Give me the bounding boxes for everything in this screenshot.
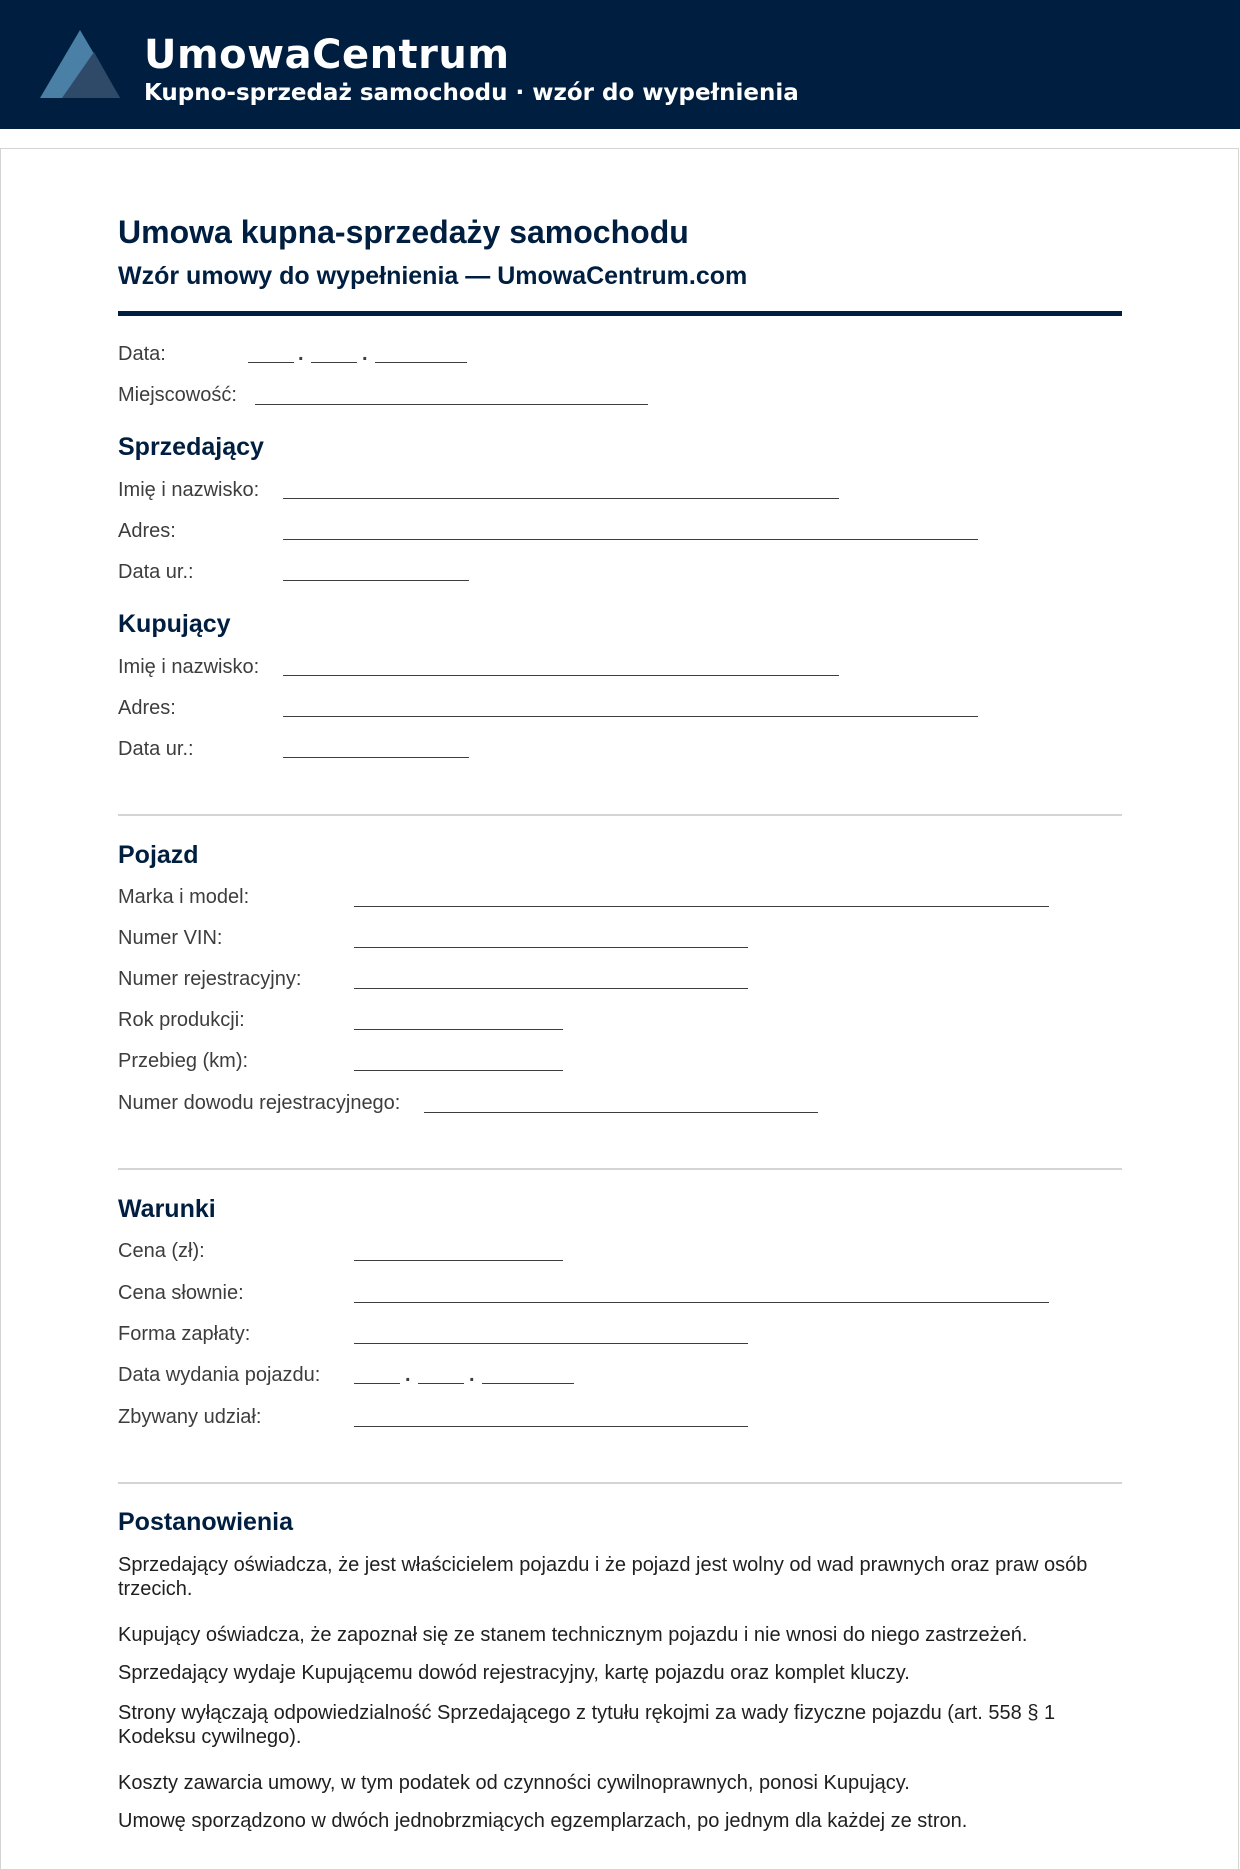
payment-field[interactable]: [354, 1343, 748, 1344]
terms-heading: Warunki: [118, 1195, 216, 1223]
buyer-name-label: Imię i nazwisko:: [118, 656, 260, 678]
section-divider: [118, 814, 1122, 816]
vehicle-mileage-field[interactable]: [354, 1070, 563, 1071]
vehicle-year-field[interactable]: [354, 1029, 563, 1030]
vehicle-doc-field[interactable]: [424, 1112, 818, 1113]
provision-clause: Kupujący oświadcza, że zapoznał się ze stanem technicznym pojazdu i nie wnosi do niego zastrzeżeń.: [118, 1624, 1028, 1646]
price-label: Cena (zł):: [118, 1240, 205, 1262]
handover-day-field[interactable]: [354, 1383, 400, 1384]
date-year-field[interactable]: [375, 362, 467, 363]
vehicle-vin-label: Numer VIN:: [118, 927, 223, 949]
vehicle-year-label: Rok produkcji:: [118, 1009, 245, 1031]
seller-name-field[interactable]: [283, 498, 839, 499]
place-label: Miejscowość:: [118, 384, 237, 406]
header-banner: [0, 0, 1240, 129]
brand-tagline: Kupno-sprzedaż samochodu · wzór do wypełnienia: [144, 80, 799, 106]
document-subtitle: Wzór umowy do wypełnienia — UmowaCentrum.com: [118, 262, 748, 290]
vehicle-heading: Pojazd: [118, 841, 199, 869]
payment-label: Forma zapłaty:: [118, 1323, 251, 1345]
provision-clause: Koszty zawarcia umowy, w tym podatek od czynności cywilnoprawnych, ponosi Kupujący.: [118, 1772, 910, 1794]
seller-heading: Sprzedający: [118, 433, 264, 461]
vehicle-vin-field[interactable]: [354, 947, 748, 948]
triangle-mountain-logo: [40, 28, 120, 100]
buyer-birth-label: Data ur.:: [118, 738, 194, 760]
price-field[interactable]: [354, 1260, 563, 1261]
provision-clause: Sprzedający wydaje Kupującemu dowód rejestracyjny, kartę pojazdu oraz komplet kluczy.: [118, 1662, 910, 1684]
provisions-heading: Postanowienia: [118, 1508, 294, 1536]
buyer-address-label: Adres:: [118, 697, 176, 719]
buyer-heading: Kupujący: [118, 610, 231, 638]
date-label: Data:: [118, 343, 166, 365]
buyer-address-field[interactable]: [283, 716, 978, 717]
handover-year-field[interactable]: [482, 1383, 574, 1384]
section-divider: [118, 1168, 1122, 1170]
date-separator: .: [469, 1364, 475, 1386]
brand-name: UmowaCentrum: [144, 32, 510, 78]
vehicle-make-field[interactable]: [354, 906, 1049, 907]
document-title: Umowa kupna-sprzedaży samochodu: [118, 214, 689, 250]
seller-address-label: Adres:: [118, 520, 176, 542]
seller-address-field[interactable]: [283, 539, 978, 540]
date-separator: .: [362, 343, 368, 365]
vehicle-reg-label: Numer rejestracyjny:: [118, 968, 302, 990]
date-day-field[interactable]: [248, 362, 294, 363]
seller-birth-label: Data ur.:: [118, 561, 194, 583]
date-month-field[interactable]: [311, 362, 357, 363]
date-separator: .: [405, 1364, 411, 1386]
provision-clause: Umowę sporządzono w dwóch jednobrzmiących egzemplarzach, po jednym dla każdej ze stron.: [118, 1810, 968, 1832]
share-label: Zbywany udział:: [118, 1406, 262, 1428]
vehicle-doc-label: Numer dowodu rejestracyjnego:: [118, 1092, 401, 1114]
section-divider: [118, 1482, 1122, 1484]
provision-clause: Sprzedający oświadcza, że jest właścicielem pojazdu i że pojazd jest wolny od wad prawnych oraz praw osób trzecich.: [118, 1554, 1088, 1600]
handover-month-field[interactable]: [418, 1383, 464, 1384]
price-words-field[interactable]: [354, 1302, 1049, 1303]
vehicle-mileage-label: Przebieg (km):: [118, 1050, 249, 1072]
seller-name-label: Imię i nazwisko:: [118, 479, 260, 501]
date-separator: .: [298, 343, 304, 365]
title-divider: [118, 311, 1122, 316]
handover-label: Data wydania pojazdu:: [118, 1364, 321, 1386]
price-words-label: Cena słownie:: [118, 1282, 244, 1304]
seller-birth-field[interactable]: [283, 580, 469, 581]
vehicle-make-label: Marka i model:: [118, 886, 250, 908]
provision-clause: Strony wyłączają odpowiedzialność Sprzedającego z tytułu rękojmi za wady fizyczne pojazdu (art. 558 § 1 Kodeksu cywilnego).: [118, 1702, 1056, 1748]
buyer-birth-field[interactable]: [283, 757, 469, 758]
share-field[interactable]: [354, 1426, 748, 1427]
place-field[interactable]: [255, 404, 648, 405]
vehicle-reg-field[interactable]: [354, 988, 748, 989]
buyer-name-field[interactable]: [283, 675, 839, 676]
